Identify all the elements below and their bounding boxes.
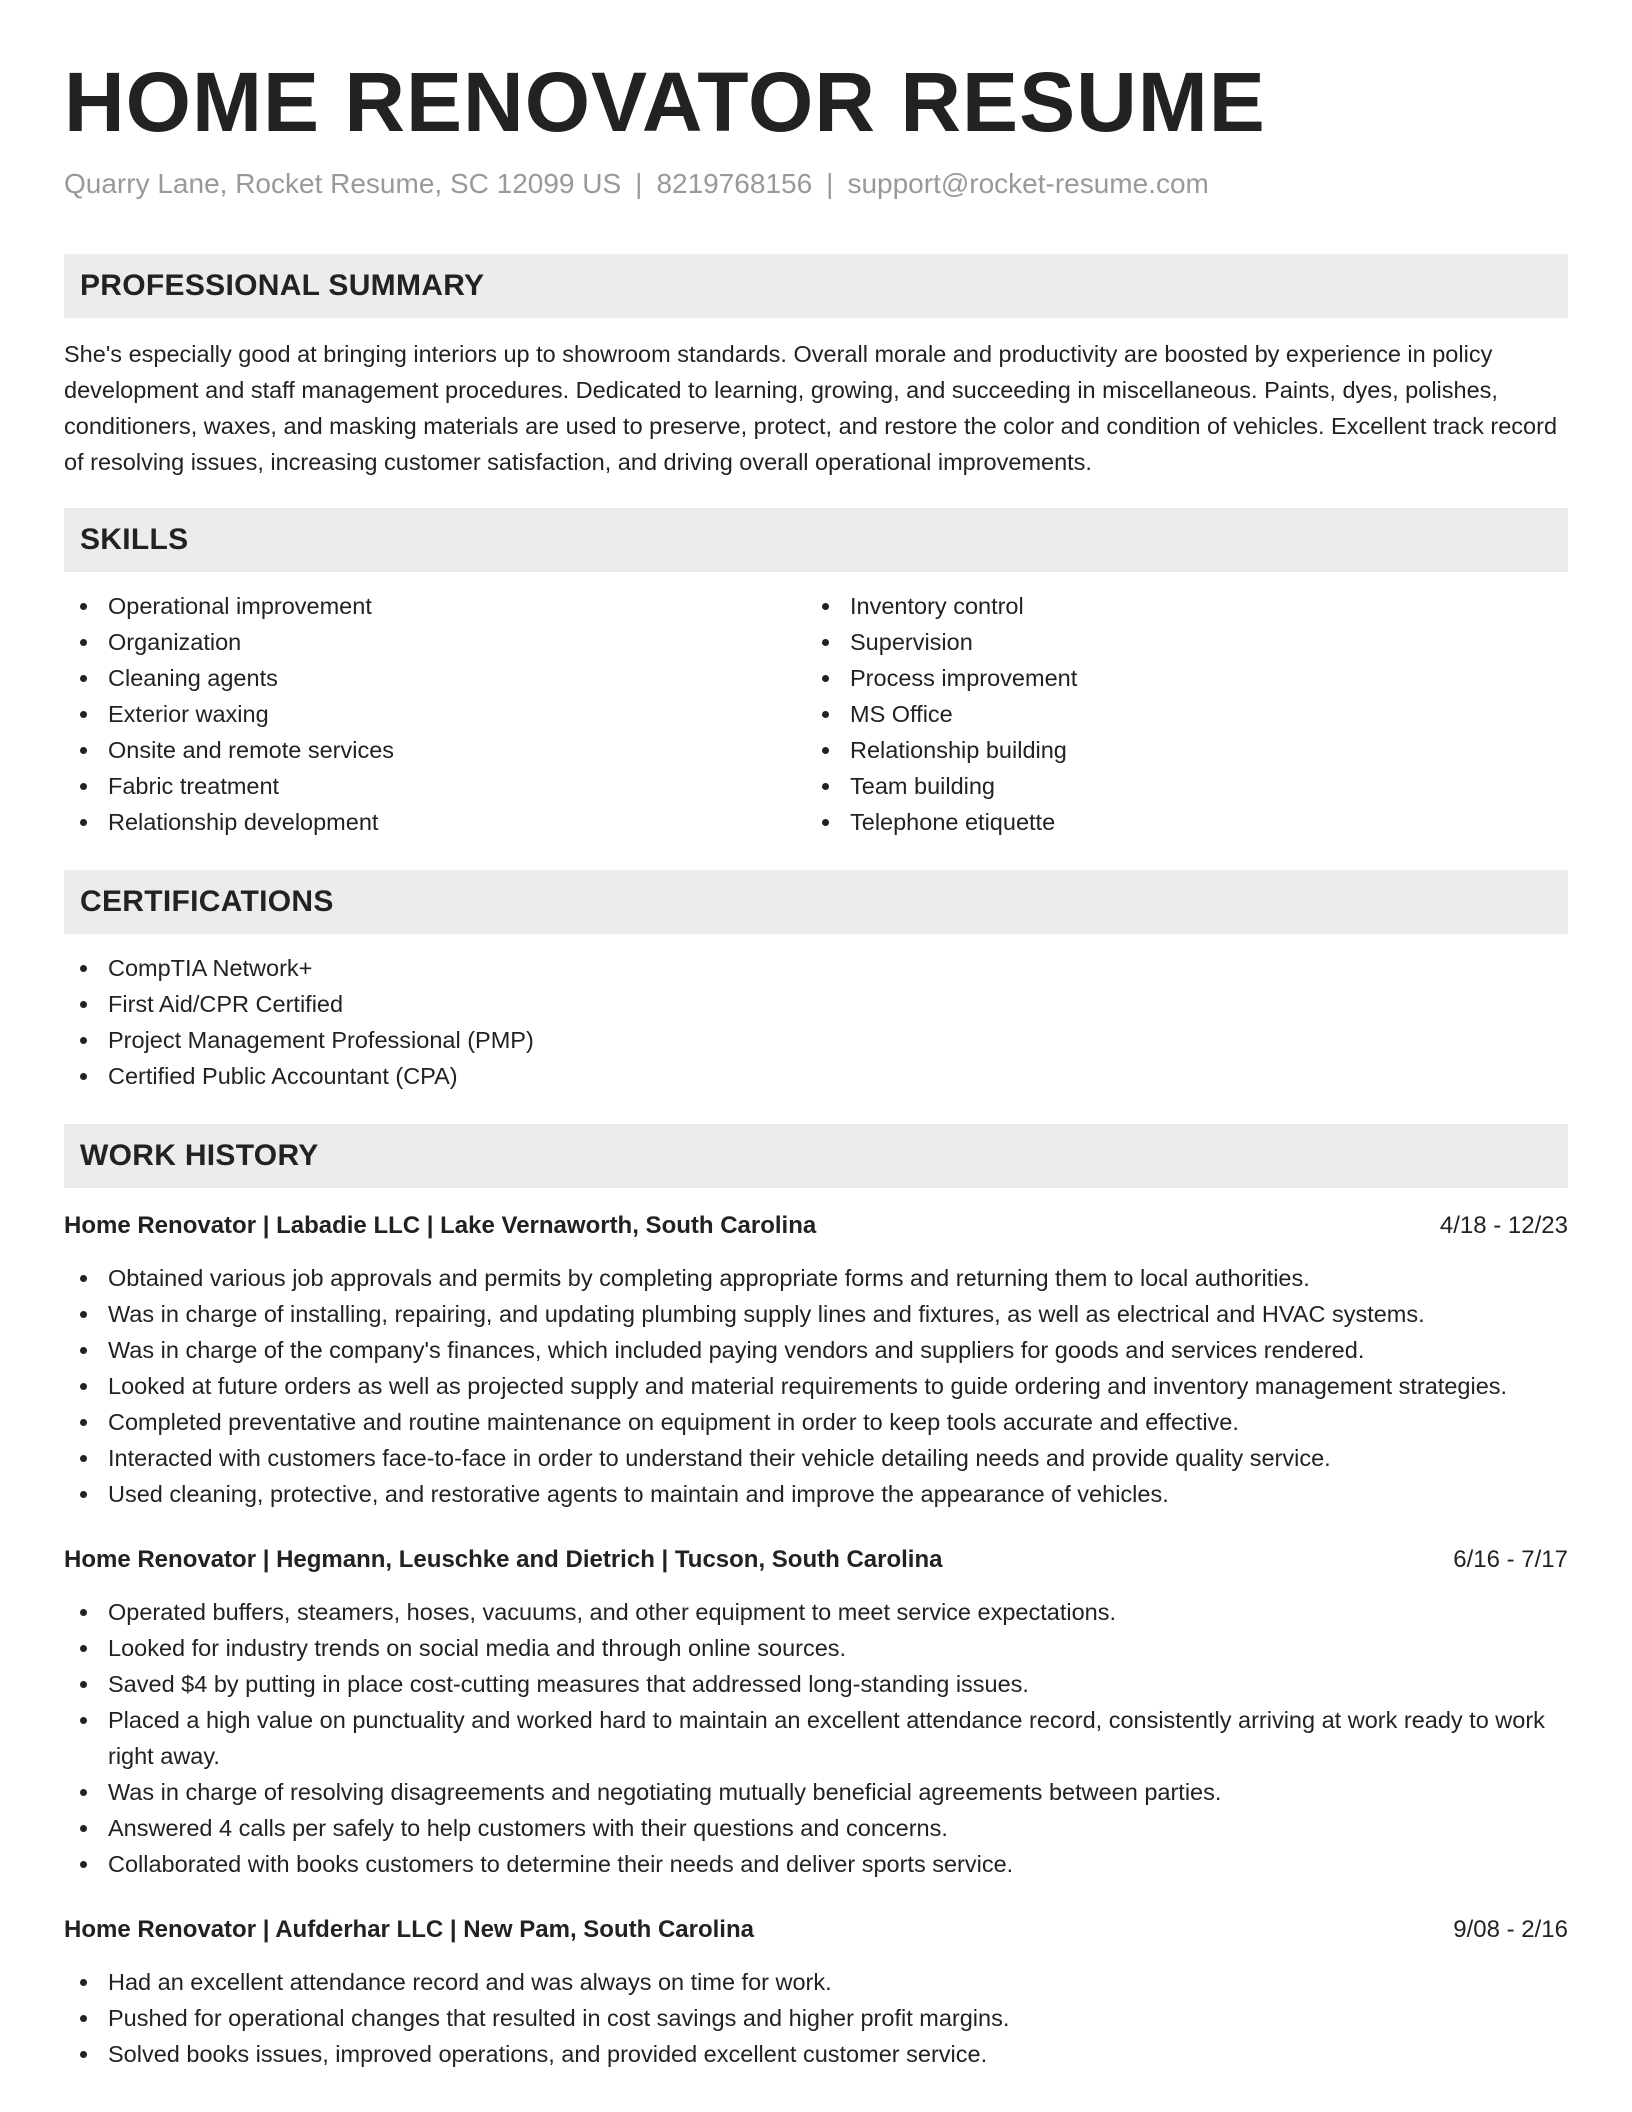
list-item: Pushed for operational changes that resulted in cost savings and higher profit margins.: [64, 2000, 1568, 2036]
list-item: Answered 4 calls per safely to help customers with their questions and concerns.: [64, 1810, 1568, 1846]
list-item: Saved $4 by putting in place cost-cutting measures that addressed long-standing issues.: [64, 1666, 1568, 1702]
list-item: Solved books issues, improved operations, and provided excellent customer service.: [64, 2036, 1568, 2072]
section-heading-skills: SKILLS: [64, 508, 1568, 572]
contact-email: support@rocket-resume.com: [847, 168, 1209, 199]
list-item: Was in charge of the company's finances, which included paying vendors and suppliers for goods and services rendered.: [64, 1332, 1568, 1368]
contact-line: [64, 166, 1568, 202]
job-dates: 6/16 - 7/17: [1453, 1546, 1568, 1573]
list-item: Interacted with customers face-to-face in order to understand their vehicle detailing needs and provide quality service.: [64, 1440, 1568, 1476]
contact-separator: |: [635, 168, 643, 199]
list-item: Looked for industry trends on social media and through online sources.: [64, 1630, 1568, 1666]
contact-address: Quarry Lane, Rocket Resume, SC 12099 US: [64, 168, 622, 199]
list-item: Used cleaning, protective, and restorative agents to maintain and improve the appearance of vehicles.: [64, 1476, 1568, 1512]
job-header: [64, 1208, 1568, 1244]
job-header: [64, 1912, 1568, 1948]
section-heading-work-history: WORK HISTORY: [64, 1124, 1568, 1188]
list-item: Obtained various job approvals and permits by completing appropriate forms and returning them to local authorities.: [64, 1260, 1568, 1296]
list-item: Had an excellent attendance record and was always on time for work.: [64, 1964, 1568, 2000]
list-item: Cleaning agents: [64, 660, 806, 696]
list-item: Placed a high value on punctuality and worked hard to maintain an excellent attendance record, consistently arriving at work ready to work right away.: [64, 1702, 1568, 1774]
job-dates: 9/08 - 2/16: [1453, 1916, 1568, 1943]
resume-title: HOME RENOVATOR RESUME: [64, 55, 1266, 149]
certifications-list: [64, 950, 1568, 1094]
job-bullets: [64, 1260, 1568, 1512]
job-bullets: [64, 1594, 1568, 1882]
list-item: CompTIA Network+: [64, 950, 1568, 986]
list-item: Onsite and remote services: [64, 732, 806, 768]
job-bullets: [64, 1964, 1568, 2072]
list-item: Operational improvement: [64, 588, 806, 624]
skills-column-right: [806, 588, 1548, 840]
list-item: Fabric treatment: [64, 768, 806, 804]
skills-column-left: [64, 588, 806, 840]
job-title: Home Renovator | Hegmann, Leuschke and Dietrich | Tucson, South Carolina: [64, 1546, 943, 1573]
job-entry: [64, 1912, 1568, 2072]
job-dates: 4/18 - 12/23: [1439, 1212, 1568, 1239]
contact-separator: |: [826, 168, 834, 199]
list-item: Exterior waxing: [64, 696, 806, 732]
section-heading-summary: PROFESSIONAL SUMMARY: [64, 254, 1568, 318]
summary-text: She's especially good at bringing interiors up to showroom standards. Overall morale and productivity are boosted by experience in policy development and staff management procedures. Dedicated to learning, growing, and succeeding in miscellaneous. Paints, dyes, polishes, conditioners, waxes, and masking materials are used to preserve, protect, and restore the color and condition of vehicles. Excellent track record of resolving issues, increasing customer satisfaction, and driving overall operational improvements.: [64, 341, 1558, 475]
job-header: [64, 1542, 1568, 1578]
job-entry: [64, 1208, 1568, 1512]
list-item: Operated buffers, steamers, hoses, vacuums, and other equipment to meet service expectations.: [64, 1594, 1568, 1630]
list-item: Collaborated with books customers to determine their needs and deliver sports service.: [64, 1846, 1568, 1882]
list-item: Was in charge of installing, repairing, and updating plumbing supply lines and fixtures, as well as electrical and HVAC systems.: [64, 1296, 1568, 1332]
list-item: Looked at future orders as well as projected supply and material requirements to guide ordering and inventory management strategies.: [64, 1368, 1568, 1404]
list-item: Relationship building: [806, 732, 1548, 768]
job-title: Home Renovator | Labadie LLC | Lake Vernaworth, South Carolina: [64, 1212, 817, 1239]
list-item: MS Office: [806, 696, 1548, 732]
list-item: Certified Public Accountant (CPA): [64, 1058, 1568, 1094]
list-item: Project Management Professional (PMP): [64, 1022, 1568, 1058]
list-item: Organization: [64, 624, 806, 660]
job-title: Home Renovator | Aufderhar LLC | New Pam, South Carolina: [64, 1916, 754, 1943]
list-item: First Aid/CPR Certified: [64, 986, 1568, 1022]
job-entry: [64, 1542, 1568, 1882]
contact-phone: 8219768156: [656, 168, 813, 199]
list-item: Supervision: [806, 624, 1548, 660]
skills-grid: [64, 588, 1568, 840]
section-heading-certifications: CERTIFICATIONS: [64, 870, 1568, 934]
list-item: Process improvement: [806, 660, 1548, 696]
list-item: Team building: [806, 768, 1548, 804]
list-item: Inventory control: [806, 588, 1548, 624]
list-item: Completed preventative and routine maintenance on equipment in order to keep tools accurate and effective.: [64, 1404, 1568, 1440]
list-item: Was in charge of resolving disagreements and negotiating mutually beneficial agreements between parties.: [64, 1774, 1568, 1810]
list-item: Relationship development: [64, 804, 806, 840]
list-item: Telephone etiquette: [806, 804, 1548, 840]
